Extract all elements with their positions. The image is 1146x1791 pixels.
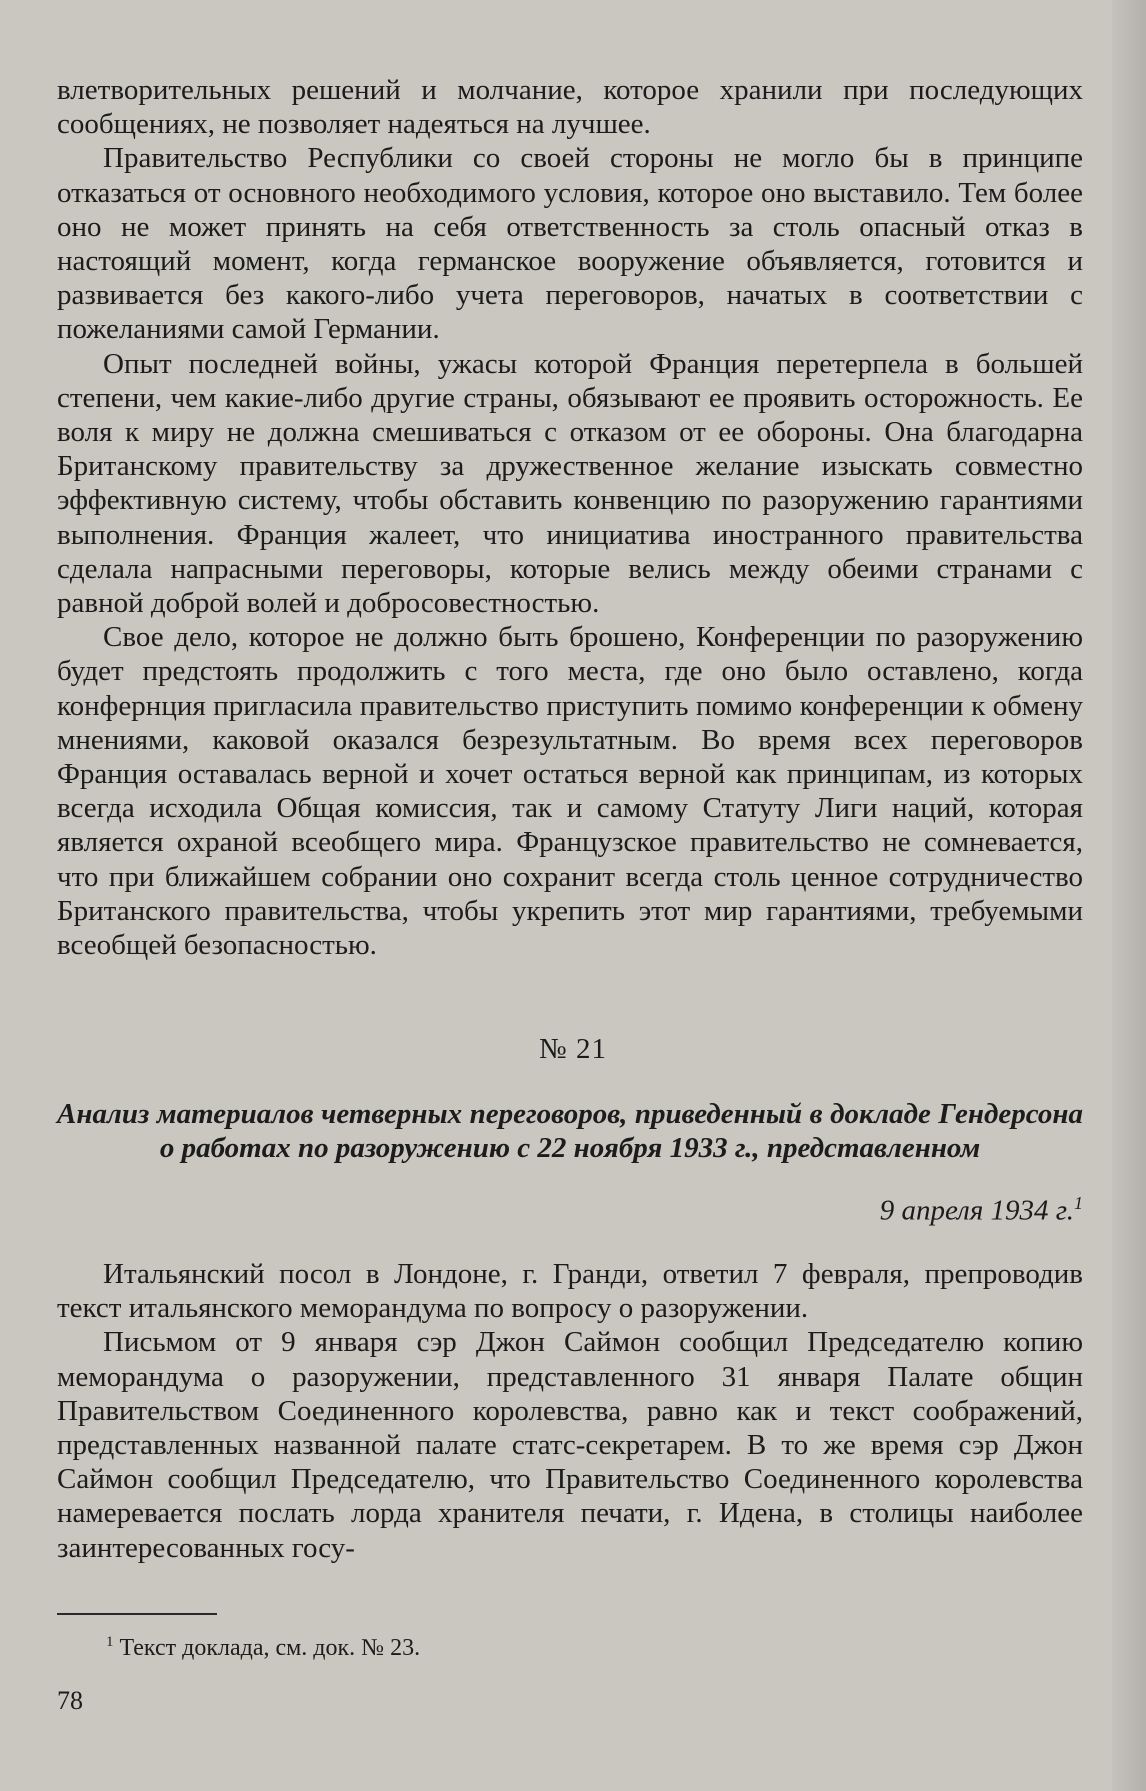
document-number: № 21: [539, 1033, 607, 1065]
footnote-reference: 1: [1074, 1193, 1083, 1213]
paragraph: Правительство Республики со своей стороны не могло бы в принципе отказаться от основного необходимого условия, которое оно выставило. Тем более оно не может принять на себя ответственность за столь опасный отказ в настоящий момент, когда германское вооружение объявляется, готовится и развивается без какого-либо учета переговоров, начатых в соответствии с пожеланиями самой Германии.: [57, 142, 1083, 346]
paragraph: Письмом от 9 января сэр Джон Саймон сообщил Председателю копию меморандума о разоружении, представленного 31 января Палате общин Правительством Соединенного королевства, равно как и текст соображений, представленных названной палате статс-секретарем. В то же время сэр Джон Саймон сообщил Председателю, что Правительство Соединенного королевства намеревается послать лорда хранителя печати, г. Идена, в столицы наиболее заинтересованных госу-: [57, 1326, 1083, 1564]
paragraph: Опыт последней войны, ужасы которой Франция перетерпела в большей степени, чем какие-либо другие страны, обязывают ее проявить осторожность. Ее воля к миру не должна смешиваться с отказом от ее обороны. Она благодарна Британскому правительству за дружественное желание изыскать совместно эффективную систему, чтобы обставить конвенцию по разоружению гарантиями выполнения. Франция жалеет, что инициатива иностранного правительства сделала напрасными переговоры, которые велись между обеими странами с равной доброй волей и добросовестностью.: [57, 347, 1083, 620]
document-date: [880, 1193, 1083, 1228]
footnote-mark: 1: [106, 1634, 114, 1650]
footnote-text: Текст доклада, см. док. № 23.: [119, 1635, 421, 1661]
footnote: [106, 1634, 420, 1662]
paragraph: Итальянский посол в Лондоне, г. Гранди, ответил 7 февраля, препроводив текст итальянского меморандума по вопросу о разоружении.: [57, 1258, 1083, 1325]
paragraph: влетворительных решений и молчание, которое хранили при последующих сообщениях, не позволяет надеяться на лучшее.: [57, 74, 1083, 141]
footnote-divider: [57, 1613, 217, 1615]
document-date-text: 9 апреля 1934 г.: [879, 1194, 1074, 1227]
page-number: 78: [57, 1686, 83, 1715]
paragraph: Свое дело, которое не должно быть брошено, Конференции по разоружению будет предстоять продолжить с того места, где оно было оставлено, когда конфернция пригласила правительство приступить помимо конференции к обмену мнениями, каковой оказался безрезультатным. Во время всех переговоров Франция оставалась верной и хочет остаться верной как принципам, из которых всегда исходила Общая комиссия, так и самому Статуту Лиги наций, которая является охраной всеобщего мира. Французское правительство не сомневается, что при ближайшем собрании оно сохранит всегда столь ценное сотрудничество Британского правительства, чтобы укрепить этот мир гарантиями, требуемыми всеобщей безопасностью.: [57, 621, 1083, 962]
body-text-top: [57, 73, 1083, 962]
document-title: Анализ материалов четверных переговоров, приведенный в докладе Гендерсона о работах по разоружению с 22 ноября 1933 г., представленном: [57, 1098, 1083, 1164]
body-text-bottom: [57, 1257, 1083, 1565]
